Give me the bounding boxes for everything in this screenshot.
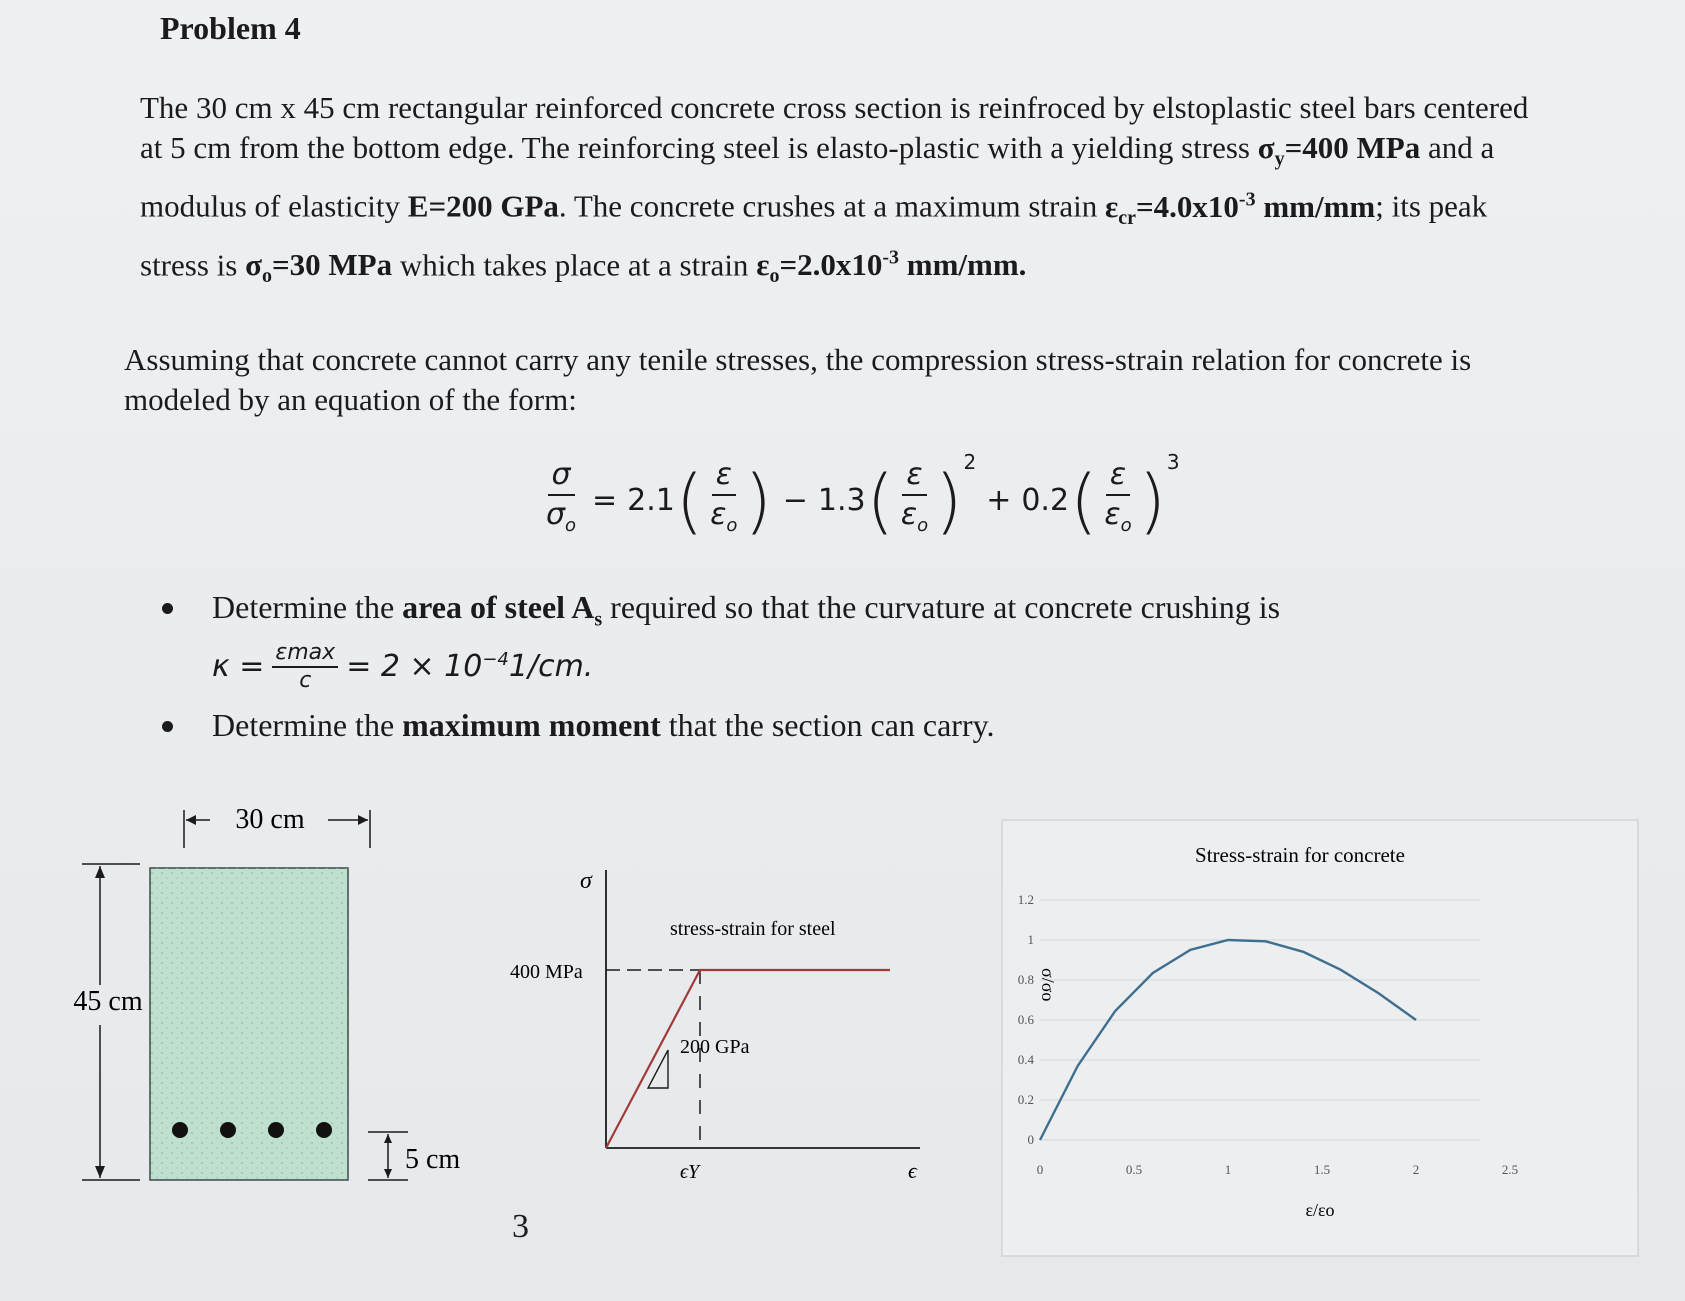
- x-tick-label: 0: [1036, 1162, 1044, 1177]
- slope-triangle: [648, 1050, 668, 1088]
- paren: ): [744, 459, 772, 542]
- task-item-maximum-moment: Determine the maximum moment that the section can carry.: [150, 704, 1550, 746]
- y-tick-label: 0.6: [1017, 1012, 1034, 1027]
- steel-chart-title: stress-strain for steel: [670, 918, 836, 940]
- height-label: 45 cm: [73, 986, 143, 1017]
- y-tick-label: 0.2: [1017, 1092, 1034, 1107]
- problem-statement: [140, 88, 1550, 296]
- yield-stress-label: 400 MPa: [510, 961, 583, 983]
- peak-strain: $\varepsilon_o=2.0x10^{-3}$ mm/mm.: [756, 246, 1027, 288]
- exponent-2: 2: [963, 450, 977, 474]
- curvature-equation: κ = $\frac{\varepsilon\max}{c}$ = 2 × 10 $^{-4}$ 1/cm.: [212, 640, 594, 694]
- cross-section-diagram: [60, 800, 490, 1200]
- text-run: ; its peak stress is: [140, 188, 1488, 283]
- text-run: The 30 cm x 45 cm rectangular reinforced concrete cross section is reinfroced by elstoplastic steel bars centered at 5 cm from the bottom edge. The reinforcing steel is elasto-plastic with a yielding stress: [140, 90, 1529, 165]
- arrow-down-icon: [384, 1169, 392, 1178]
- x-tick-label: 1: [1224, 1162, 1232, 1177]
- x-tick-label: 0.5: [1125, 1162, 1143, 1177]
- crushing-strain: $\varepsilon_{cr}=4.0x10^{-3}$ mm/mm: [1104, 188, 1376, 229]
- width-label: 30 cm: [235, 804, 305, 835]
- y-tick-label: 1.2: [1017, 892, 1034, 907]
- paren: (: [1070, 459, 1098, 542]
- steel-stress-strain-line: [606, 970, 890, 1148]
- peak-stress: $\sigma_o=30$ MPa: [245, 247, 393, 288]
- text-run: . The concrete crushes at a maximum strain: [558, 188, 1105, 224]
- cover-label: 5 cm: [405, 1144, 461, 1175]
- x-axis-label: ε/εo: [1305, 1200, 1335, 1220]
- stress-axis-label: σ: [580, 868, 592, 894]
- model-description: Assuming that concrete cannot carry any tenile stresses, the compression stress-strain relation for concrete is modeled by an equation of the form:: [124, 342, 1472, 417]
- plus-sign: +: [986, 483, 1012, 518]
- x-tick-label: 2.5: [1501, 1162, 1519, 1177]
- paren: (: [866, 459, 894, 542]
- coefficient-1: 2.1: [627, 483, 675, 518]
- arrow-left-icon: [186, 815, 196, 825]
- yield-strain-label: ϵY: [680, 1161, 700, 1183]
- task-list: [150, 586, 1550, 756]
- rebar-dot: [220, 1122, 236, 1138]
- arrow-up-icon: [384, 1134, 392, 1143]
- chart-title: Stress-strain for concrete: [1195, 843, 1405, 867]
- steel-stress-strain-diagram: [500, 860, 940, 1190]
- page-number: 3: [512, 1208, 529, 1245]
- equation-lhs: $\frac{\sigma}{\sigma_o}$: [546, 457, 577, 536]
- concrete-stress-strain-chart: [1000, 818, 1640, 1258]
- text-run: and a modulus of elasticity: [140, 130, 1495, 224]
- arrow-down-icon: [95, 1166, 105, 1178]
- arrow-right-icon: [358, 815, 368, 825]
- strain-axis-label: ϵ: [908, 1158, 917, 1183]
- y-tick-label: 1: [1027, 932, 1034, 947]
- y-tick-label: 0.4: [1017, 1052, 1034, 1067]
- strain-ratio: $\frac{\varepsilon}{\varepsilon_o}$: [900, 457, 929, 536]
- x-tick-label: 1.5: [1313, 1162, 1331, 1177]
- arrow-up-icon: [95, 866, 105, 878]
- y-tick-label: 0.8: [1017, 972, 1034, 987]
- y-axis-label: σ/σo: [1038, 968, 1058, 1002]
- y-tick-label: 0: [1027, 1132, 1034, 1147]
- yield-stress: $\sigma_y=400$ MPa: [1257, 130, 1421, 171]
- coefficient-2: 1.3: [817, 483, 866, 518]
- rebar-dot: [268, 1122, 284, 1138]
- exponent-3: 3: [1166, 450, 1180, 474]
- task-item-area-of-steel: Determine the area of steel $A_s$ required so that the curvature at concrete crushing is κ = $\frac{\varepsilon\max}{c}$ = 2 × 10 $^{-4}$ 1/cm.: [150, 586, 1550, 694]
- rebar-dot: [316, 1122, 332, 1138]
- strain-ratio: $\frac{\varepsilon}{\varepsilon_o}$: [1104, 457, 1132, 536]
- paren: ): [935, 459, 963, 542]
- paren: (: [675, 459, 704, 542]
- text-run: which takes place at a strain: [392, 247, 757, 283]
- rebar-dot: [172, 1122, 188, 1138]
- minus-sign: −: [782, 483, 808, 518]
- stress-strain-equation: [540, 450, 1180, 545]
- paren: ): [1138, 459, 1166, 542]
- elastic-modulus: E=200 GPa: [407, 188, 559, 224]
- coefficient-3: 0.2: [1021, 483, 1070, 518]
- x-tick-label: 2: [1412, 1162, 1420, 1177]
- bullet-icon: [162, 603, 173, 614]
- bullet-icon: [162, 721, 173, 732]
- strain-ratio: $\frac{\varepsilon}{\varepsilon_o}$: [710, 457, 738, 536]
- modulus-label: 200 GPa: [680, 1036, 750, 1058]
- problem-title: Problem 4: [160, 10, 301, 46]
- equals-sign: =: [592, 483, 618, 518]
